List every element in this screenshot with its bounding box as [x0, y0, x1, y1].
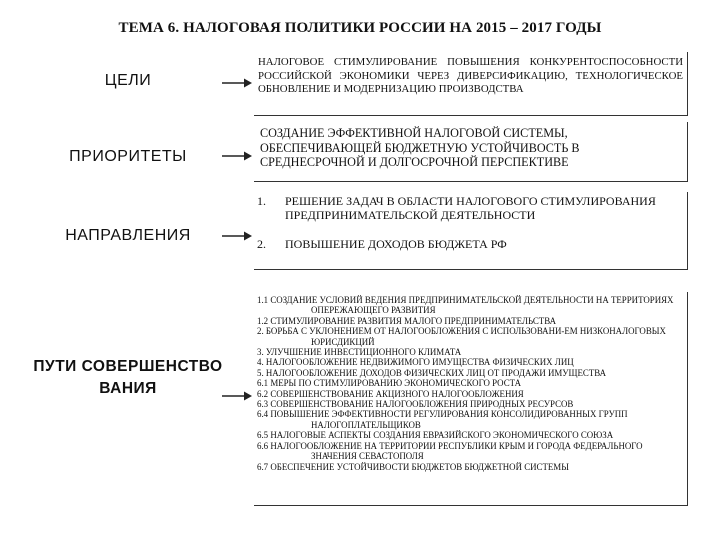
ways-item: 6.6 НАЛОГООБЛОЖЕНИЕ НА ТЕРРИТОРИИ РЕСПУБЛИКИ КРЫМ И ГОРОДА ФЕДЕРАЛЬНОГО ЗНАЧЕНИЯ СЕВАСТОПОЛЯ	[257, 440, 643, 462]
ways-label: ПУТИ СОВЕРШЕНСТВО ВАНИЯ	[33, 358, 223, 397]
direction-item	[257, 237, 682, 251]
ways-box	[254, 292, 688, 506]
ways-item: 1.1 СОЗДАНИЕ УСЛОВИЙ ВЕДЕНИЯ ПРЕДПРИНИМАТЕЛЬСКОЙ ДЕЯТЕЛЬНОСТИ НА ТЕРРИТОРИЯХ ОПЕРЕЖАЮЩЕГО РАЗВИТИЯ	[257, 295, 674, 316]
goals-text: НАЛОГОВОЕ СТИМУЛИРОВАНИЕ ПОВЫШЕНИЯ КОНКУРЕНТОСПОСОБНОСТИ РОССИЙСКОЙ ЭКОНОМИКИ ЧЕРЕЗ ДИВЕРСИФИКАЦИЮ, ТЕХНОЛОГИЧЕСКОЕ ОБНОВЛЕНИЕ И МОДЕРНИЗАЦИЮ ПРОИЗВОДСТВА	[258, 56, 683, 95]
ways-item: 1.2 СТИМУЛИРОВАНИЕ РАЗВИТИЯ МАЛОГО ПРЕДПРИНИМАТЕЛЬСТВА	[257, 315, 556, 326]
ways-item: 6.4 ПОВЫШЕНИЕ ЭФФЕКТИВНОСТИ РЕГУЛИРОВАНИЯ КОНСОЛИДИРОВАННЫХ ГРУПП НАЛОГОПЛАТЕЛЬЩИКОВ	[257, 409, 628, 430]
goals-box	[254, 52, 688, 116]
directions-label: НАПРАВЛЕНИЯ	[65, 227, 191, 244]
direction-item-number: 2.	[257, 236, 266, 251]
goals-label: ЦЕЛИ	[104, 72, 152, 89]
ways-list	[257, 295, 685, 472]
ways-item: 6.1 МЕРЫ ПО СТИМУЛИРОВАНИЮ ЭКОНОМИЧЕСКОГО РОСТА	[257, 378, 521, 389]
page-title: ТЕМА 6. НАЛОГОВАЯ ПОЛИТИКИ РОССИИ НА 2015 – 2017 ГОДЫ	[118, 20, 602, 36]
priorities-label: ПРИОРИТЕТЫ	[69, 148, 187, 165]
ways-item: 3. УЛУЧШЕНИЕ ИНВЕСТИЦИОННОГО КЛИМАТА	[257, 347, 462, 358]
direction-item-number: 1.	[257, 194, 266, 208]
directions-list	[257, 194, 682, 251]
directions-box	[254, 192, 688, 270]
ways-item: 2. БОРЬБА С УКЛОНЕНИЕМ ОТ НАЛОГООБЛОЖЕНИЯ С ИСПОЛЬЗОВАНИ-ЕМ НИЗКОНАЛОГОВЫХ ЮРИСДИКЦИЙ	[257, 326, 666, 347]
ways-item: 6.5 НАЛОГОВЫЕ АСПЕКТЫ СОЗДАНИЯ ЕВРАЗИЙСКОГО ЭКОНОМИЧЕСКОГО СОЮЗА	[257, 430, 614, 441]
directions-arrow-icon	[222, 230, 252, 242]
ways-item: 4. НАЛОГООБЛОЖЕНИЕ НЕДВИЖИМОГО ИМУЩЕСТВА ФИЗИЧЕСКИХ ЛИЦ	[257, 357, 574, 368]
priorities-box	[254, 122, 688, 182]
ways-item: 5. НАЛОГООБЛОЖЕНИЕ ДОХОДОВ ФИЗИЧЕСКИХ ЛИЦ ОТ ПРОДАЖИ ИМУЩЕСТВА	[257, 367, 607, 378]
ways-item: 6.7 ОБЕСПЕЧЕНИЕ УСТОЙЧИВОСТИ БЮДЖЕТОВ БЮДЖЕТНОЙ СИСТЕМЫ	[257, 461, 569, 472]
direction-item-text: РЕШЕНИЕ ЗАДАЧ В ОБЛАСТИ НАЛОГОВОГО СТИМУЛИРОВАНИЯ ПРЕДПРИНИМАТЕЛЬСКОЙ ДЕЯТЕЛЬНОСТИ	[285, 194, 656, 223]
direction-item-text: ПОВЫШЕНИЕ ДОХОДОВ БЮДЖЕТА РФ	[285, 236, 507, 251]
ways-item: 6.2 СОВЕРШЕНСТВОВАНИЕ АКЦИЗНОГО НАЛОГООБЛОЖЕНИЯ	[257, 388, 524, 399]
goals-arrow-icon	[222, 77, 252, 89]
ways-item: 6.3 СОВЕРШЕНСТВОВАНИЕ НАЛОГООБЛОЖЕНИЯ ПРИРОДНЫХ РЕСУРСОВ	[257, 399, 574, 410]
ways-arrow-icon	[222, 390, 252, 402]
priorities-arrow-icon	[222, 150, 252, 162]
direction-item	[257, 194, 682, 237]
priorities-text: СОЗДАНИЕ ЭФФЕКТИВНОЙ НАЛОГОВОЙ СИСТЕМЫ, ОБЕСПЕЧИВАЮЩЕЙ БЮДЖЕТНУЮ УСТОЙЧИВОСТЬ В СРЕДНЕСРОЧНОЙ И ДОЛГОСРОЧНОЙ ПЕРСПЕКТИВЕ	[260, 126, 580, 169]
